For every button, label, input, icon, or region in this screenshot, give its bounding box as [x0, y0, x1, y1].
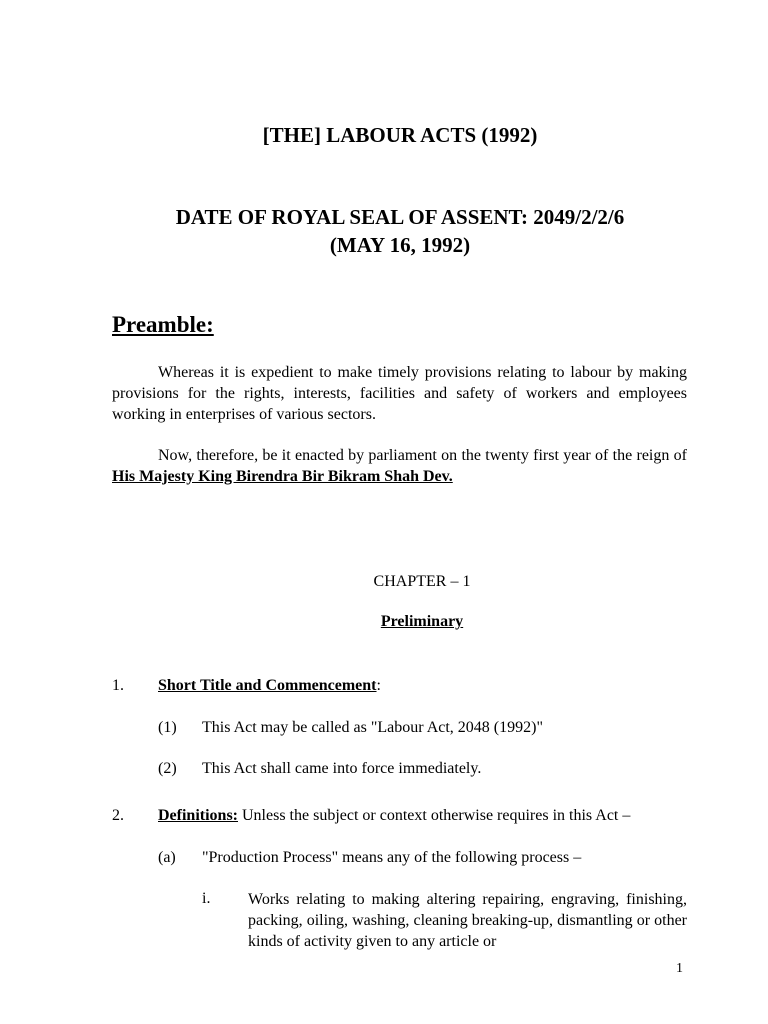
subitem-text: Works relating to making altering repairing, engraving, finishing, packing, oiling, washing, cleaning breaking-up, dismantling or other kinds of activity given to any article or — [248, 891, 687, 950]
assent-date: (MAY 16, 1992) — [329, 233, 471, 257]
section-heading — [158, 806, 630, 826]
clause-marker: (1) — [158, 719, 177, 736]
section-heading-text: Short Title and Commencement — [158, 677, 377, 694]
clause-text: This Act may be called as "Labour Act, 2048 (1992)" — [202, 719, 543, 736]
preamble-heading: Preamble: — [112, 312, 214, 337]
chapter-label: CHAPTER – 1 — [373, 573, 471, 590]
preamble-paragraph-2 — [112, 445, 687, 487]
section-heading — [158, 676, 381, 696]
section-heading-suffix: : — [376, 677, 381, 694]
section-number: 2. — [112, 807, 124, 824]
chapter-title: Preliminary — [380, 613, 464, 630]
page-number: 1 — [676, 961, 683, 976]
subitem-marker: i. — [202, 890, 211, 907]
preamble-paragraph-2-text: Now, therefore, be it enacted by parliament on the twenty first year of the reign of — [158, 447, 687, 464]
assent-line: DATE OF ROYAL SEAL OF ASSENT: 2049/2/2/6 — [175, 205, 625, 229]
monarch-name: His Majesty King Birendra Bir Bikram Shah Dev. — [112, 468, 453, 485]
section-heading-text: Definitions: — [158, 807, 238, 824]
section-heading-suffix: Unless the subject or context otherwise requires in this Act – — [238, 807, 631, 824]
clause-marker: (2) — [158, 760, 177, 777]
section-number: 1. — [112, 677, 124, 694]
clause-marker: (a) — [158, 849, 176, 866]
preamble-paragraph-1: Whereas it is expedient to make timely provisions relating to labour by making provisions for the rights, interests, facilities and safety of workers and employees working in enterprises of various sectors. — [112, 364, 687, 423]
clause-text: "Production Process" means any of the following process – — [202, 849, 582, 866]
document-title: [THE] LABOUR ACTS (1992) — [262, 123, 538, 147]
clause-text: This Act shall came into force immediately. — [202, 760, 482, 777]
